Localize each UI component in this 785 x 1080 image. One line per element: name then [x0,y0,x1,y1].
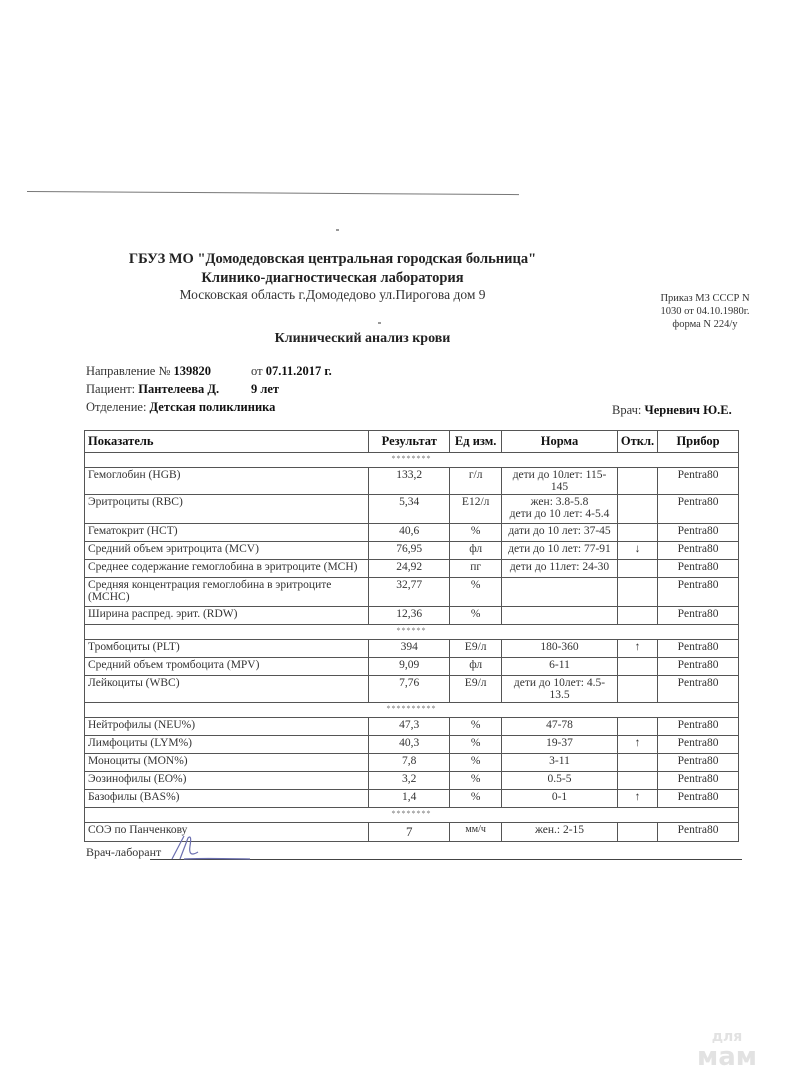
doctor-name: Черневич Ю.Е. [644,403,732,417]
row-norm: 6-11 [502,658,618,676]
referral-date [251,364,332,379]
row-deviation [617,495,657,524]
table-row [85,790,739,808]
row-device: Pentra80 [658,524,739,542]
row-norm: 0.5-5 [502,772,618,790]
arrow-up-icon: ↑ [617,736,657,754]
row-deviation [617,676,657,703]
age-value: 9 лет [251,382,280,396]
header-norm: Норма [502,431,618,453]
row-name: Ширина распред. эрит. (RDW) [85,607,369,625]
table-row [85,676,739,703]
table-row [85,578,739,607]
department-name: Детская поликлиника [149,400,276,414]
row-device: Pentra80 [658,578,739,607]
row-unit: E9/л [450,640,502,658]
row-norm: дети до 11лет: 24-30 [502,560,618,578]
table-row [85,495,739,524]
header-device: Прибор [658,431,739,453]
section-separator: ******** [85,453,739,468]
row-device: Pentra80 [658,607,739,625]
row-deviation [617,560,657,578]
table-row [85,736,739,754]
signature-icon [170,832,260,862]
row-norm: 47-78 [502,718,618,736]
row-result: 12,36 [369,607,450,625]
watermark-logo [697,1030,757,1070]
table-row [85,640,739,658]
row-deviation [617,772,657,790]
row-name: Нейтрофилы (NEU%) [85,718,369,736]
scan-speck [336,229,339,231]
row-name: Среднее содержание гемоглобина в эритроците (MCH) [85,560,369,578]
row-unit: % [450,772,502,790]
norm-line-2: дети до 10 лет: 4-5.4 [509,508,610,520]
row-device: Pentra80 [658,495,739,524]
row-norm: дети до 10лет: 115-145 [502,468,618,495]
order-line-3: форма N 224/у [672,319,738,330]
row-norm: дати до 10 лет: 37-45 [502,524,618,542]
row-name: Лимфоциты (LYM%) [85,736,369,754]
row-name: Лейкоциты (WBC) [85,676,369,703]
table-header-row [85,431,739,453]
row-unit: % [450,578,502,607]
row-result: 47,3 [369,718,450,736]
row-name: Моноциты (MON%) [85,754,369,772]
row-device: Pentra80 [658,676,739,703]
row-device: Pentra80 [658,468,739,495]
patient-name: Пантелеева Д. [138,382,220,396]
row-norm [502,607,618,625]
row-unit: фл [450,542,502,560]
row-deviation [617,823,657,842]
lab-name: Клинико-диагностическая лаборатория [201,270,464,286]
row-norm: 3-11 [502,754,618,772]
row-device: Pentra80 [658,560,739,578]
row-deviation [617,754,657,772]
patient [86,382,219,397]
section-separator: ******** [85,808,739,823]
table-row [85,468,739,495]
row-unit: мм/ч [450,823,502,842]
row-result: 394 [369,640,450,658]
row-device: Pentra80 [658,790,739,808]
row-unit: пг [450,560,502,578]
header-result: Результат [369,431,450,453]
doctor [612,403,732,418]
row-unit: % [450,790,502,808]
watermark-line-1: для [711,1029,743,1045]
row-deviation [617,607,657,625]
patient-label: Пациент: [86,382,136,396]
row-result: 3,2 [369,772,450,790]
table-row [85,560,739,578]
row-name: Эозинофилы (EO%) [85,772,369,790]
scan-speck [378,322,381,324]
header-deviation: Откл. [617,431,657,453]
referral [86,364,211,379]
row-result: 7 [369,823,450,842]
row-device: Pentra80 [658,754,739,772]
order-line-2: 1030 от 04.10.1980г. [660,306,750,317]
table-row [85,772,739,790]
row-deviation [617,468,657,495]
row-device: Pentra80 [658,718,739,736]
row-result: 7,8 [369,754,450,772]
row-name: Гемоглобин (HGB) [85,468,369,495]
row-norm: 180-360 [502,640,618,658]
order-reference [640,292,770,331]
row-name: Средний объем тромбоцита (MPV) [85,658,369,676]
row-norm: дети до 10лет: 4.5-13.5 [502,676,618,703]
patient-age [251,382,279,397]
row-unit: E12/л [450,495,502,524]
lab-address: Московская область г.Домодедово ул.Пирогова дом 9 [179,287,486,302]
row-unit: % [450,524,502,542]
row-name: Тромбоциты (PLT) [85,640,369,658]
row-norm [502,495,618,524]
header-unit: Ед изм. [450,431,502,453]
referral-number: 139820 [173,364,212,378]
document-title: Клинический анализ крови [274,331,451,346]
row-name: Базофилы (BAS%) [85,790,369,808]
row-name: Средний объем эритроцита (MCV) [85,542,369,560]
row-deviation [617,578,657,607]
row-unit: E9/л [450,676,502,703]
row-result: 32,77 [369,578,450,607]
date-value: 07.11.2017 г. [265,364,332,378]
results-table [84,430,739,842]
row-norm: 0-1 [502,790,618,808]
watermark-line-2: мам [697,1042,758,1072]
row-device: Pentra80 [658,823,739,842]
row-norm: жен.: 2-15 [502,823,618,842]
table-row [85,718,739,736]
lab-doctor-label: Врач-лаборант [86,845,162,859]
row-device: Pentra80 [658,658,739,676]
row-result: 24,92 [369,560,450,578]
section-separator: ********** [85,703,739,718]
table-row [85,542,739,560]
row-unit: % [450,736,502,754]
row-result: 7,76 [369,676,450,703]
row-device: Pentra80 [658,772,739,790]
row-unit: фл [450,658,502,676]
row-device: Pentra80 [658,640,739,658]
row-name: Гематокрит (HCT) [85,524,369,542]
row-result: 9,09 [369,658,450,676]
row-device: Pentra80 [658,736,739,754]
header-indicator: Показатель [85,431,369,453]
date-label: от [251,364,263,378]
row-name: Средняя концентрация гемоглобина в эритроците (MCHC) [85,578,369,607]
department-label: Отделение: [86,400,147,414]
row-device: Pentra80 [658,542,739,560]
table-row [85,607,739,625]
arrow-up-icon: ↑ [617,640,657,658]
organization-name: ГБУЗ МО "Домодедовская центральная городская больница" [128,251,537,267]
row-unit: % [450,718,502,736]
section-separator: ****** [85,625,739,640]
row-norm [502,578,618,607]
doctor-label: Врач: [612,403,642,417]
table-row [85,754,739,772]
row-result: 5,34 [369,495,450,524]
row-name: Эритроциты (RBC) [85,495,369,524]
norm-line-1: жен: 3.8-5.8 [530,496,589,508]
row-norm: 19-37 [502,736,618,754]
table-row [85,524,739,542]
scan-edge-line [27,191,519,195]
row-unit: г/л [450,468,502,495]
row-norm: дети до 10 лет: 77-91 [502,542,618,560]
table-row [85,658,739,676]
referral-label: Направление № [86,364,171,378]
row-result: 133,2 [369,468,450,495]
arrow-down-icon: ↓ [617,542,657,560]
row-deviation [617,718,657,736]
row-result: 76,95 [369,542,450,560]
row-result: 40,6 [369,524,450,542]
row-result: 1,4 [369,790,450,808]
row-deviation [617,658,657,676]
row-unit: % [450,754,502,772]
arrow-up-icon: ↑ [617,790,657,808]
row-name: СОЭ по Панченкову [85,823,369,842]
order-line-1: Приказ МЗ СССР N [660,293,750,304]
department [86,400,275,415]
row-result: 40,3 [369,736,450,754]
row-unit: % [450,607,502,625]
row-deviation [617,524,657,542]
